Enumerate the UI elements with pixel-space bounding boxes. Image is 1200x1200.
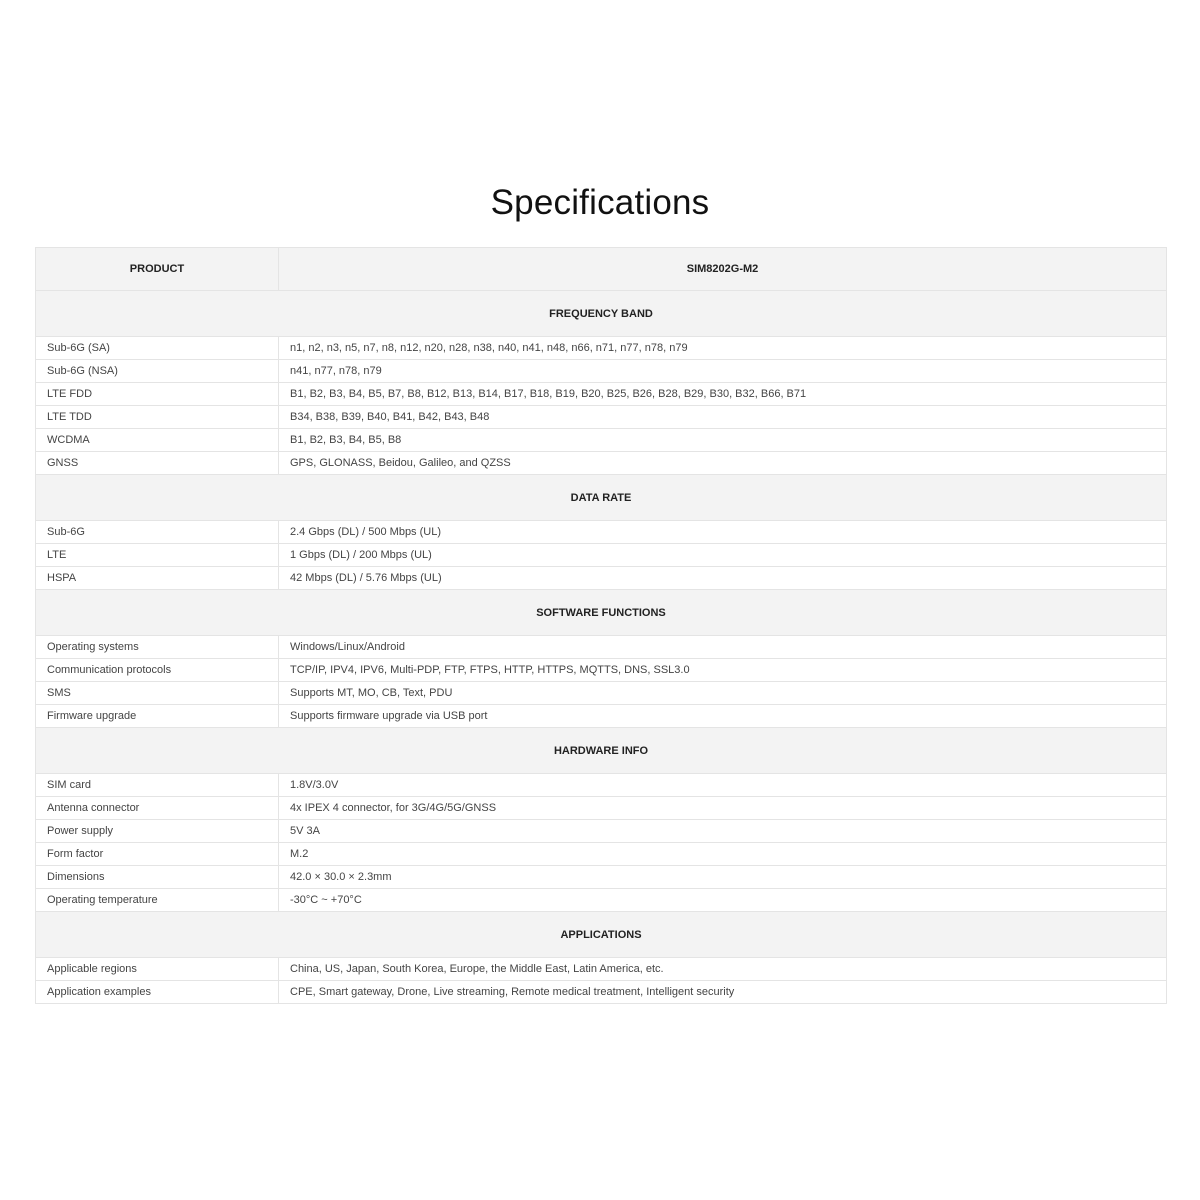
spec-row (36, 360, 1167, 383)
section-header-row (36, 590, 1167, 636)
spec-value: TCP/IP, IPV4, IPV6, Multi-PDP, FTP, FTPS, HTTP, HTTPS, MQTTS, DNS, SSL3.0 (279, 659, 1167, 682)
spec-row (36, 452, 1167, 475)
spec-value: M.2 (279, 843, 1167, 866)
spec-row (36, 705, 1167, 728)
spec-label: Communication protocols (36, 659, 279, 682)
spec-row (36, 429, 1167, 452)
spec-row (36, 383, 1167, 406)
spec-label: Application examples (36, 981, 279, 1004)
spec-value: -30°C ~ +70°C (279, 889, 1167, 912)
spec-label: Operating temperature (36, 889, 279, 912)
spec-label: Power supply (36, 820, 279, 843)
spec-value: 42 Mbps (DL) / 5.76 Mbps (UL) (279, 567, 1167, 590)
spec-value: Windows/Linux/Android (279, 636, 1167, 659)
spec-row (36, 544, 1167, 567)
spec-value: Supports MT, MO, CB, Text, PDU (279, 682, 1167, 705)
spec-label: GNSS (36, 452, 279, 475)
spec-value: China, US, Japan, South Korea, Europe, the Middle East, Latin America, etc. (279, 958, 1167, 981)
spec-value: n1, n2, n3, n5, n7, n8, n12, n20, n28, n38, n40, n41, n48, n66, n71, n77, n78, n79 (279, 337, 1167, 360)
spec-row (36, 981, 1167, 1004)
spec-value: B1, B2, B3, B4, B5, B7, B8, B12, B13, B14, B17, B18, B19, B20, B25, B26, B28, B29, B30, B32, B66, B71 (279, 383, 1167, 406)
spec-label: Operating systems (36, 636, 279, 659)
spec-value: 2.4 Gbps (DL) / 500 Mbps (UL) (279, 521, 1167, 544)
spec-label: Applicable regions (36, 958, 279, 981)
spec-value: Supports firmware upgrade via USB port (279, 705, 1167, 728)
spec-row (36, 659, 1167, 682)
spec-value: n41, n77, n78, n79 (279, 360, 1167, 383)
spec-label: WCDMA (36, 429, 279, 452)
spec-label: Antenna connector (36, 797, 279, 820)
product-row (36, 248, 1167, 291)
spec-label: Sub-6G (36, 521, 279, 544)
spec-row (36, 889, 1167, 912)
section-header-row (36, 912, 1167, 958)
section-heading: FREQUENCY BAND (36, 291, 1167, 337)
spec-row (36, 406, 1167, 429)
spec-row (36, 682, 1167, 705)
section-header-row (36, 728, 1167, 774)
spec-value: 5V 3A (279, 820, 1167, 843)
spec-value: B34, B38, B39, B40, B41, B42, B43, B48 (279, 406, 1167, 429)
spec-label: SIM card (36, 774, 279, 797)
spec-value: 42.0 × 30.0 × 2.3mm (279, 866, 1167, 889)
spec-row (36, 820, 1167, 843)
spec-label: HSPA (36, 567, 279, 590)
spec-value: GPS, GLONASS, Beidou, Galileo, and QZSS (279, 452, 1167, 475)
section-heading: APPLICATIONS (36, 912, 1167, 958)
spec-label: LTE TDD (36, 406, 279, 429)
spec-value: 1 Gbps (DL) / 200 Mbps (UL) (279, 544, 1167, 567)
spec-label: LTE FDD (36, 383, 279, 406)
section-header-row (36, 291, 1167, 337)
spec-value: CPE, Smart gateway, Drone, Live streaming, Remote medical treatment, Intelligent security (279, 981, 1167, 1004)
spec-label: Sub-6G (SA) (36, 337, 279, 360)
spec-value: 4x IPEX 4 connector, for 3G/4G/5G/GNSS (279, 797, 1167, 820)
spec-row (36, 774, 1167, 797)
section-heading: SOFTWARE FUNCTIONS (36, 590, 1167, 636)
section-heading: DATA RATE (36, 475, 1167, 521)
section-heading: HARDWARE INFO (36, 728, 1167, 774)
spec-value: 1.8V/3.0V (279, 774, 1167, 797)
spec-label: Form factor (36, 843, 279, 866)
spec-label: Firmware upgrade (36, 705, 279, 728)
spec-row (36, 866, 1167, 889)
page-title: Specifications (490, 183, 710, 222)
spec-row (36, 567, 1167, 590)
spec-label: Sub-6G (NSA) (36, 360, 279, 383)
specifications-table-body (36, 248, 1167, 1004)
product-model: SIM8202G-M2 (279, 248, 1167, 291)
spec-row (36, 337, 1167, 360)
spec-row (36, 636, 1167, 659)
product-label: PRODUCT (36, 248, 279, 291)
spec-label: Dimensions (36, 866, 279, 889)
specifications-table (35, 247, 1167, 1004)
spec-label: LTE (36, 544, 279, 567)
spec-row (36, 797, 1167, 820)
spec-row (36, 521, 1167, 544)
spec-row (36, 958, 1167, 981)
spec-row (36, 843, 1167, 866)
spec-value: B1, B2, B3, B4, B5, B8 (279, 429, 1167, 452)
section-header-row (36, 475, 1167, 521)
spec-label: SMS (36, 682, 279, 705)
